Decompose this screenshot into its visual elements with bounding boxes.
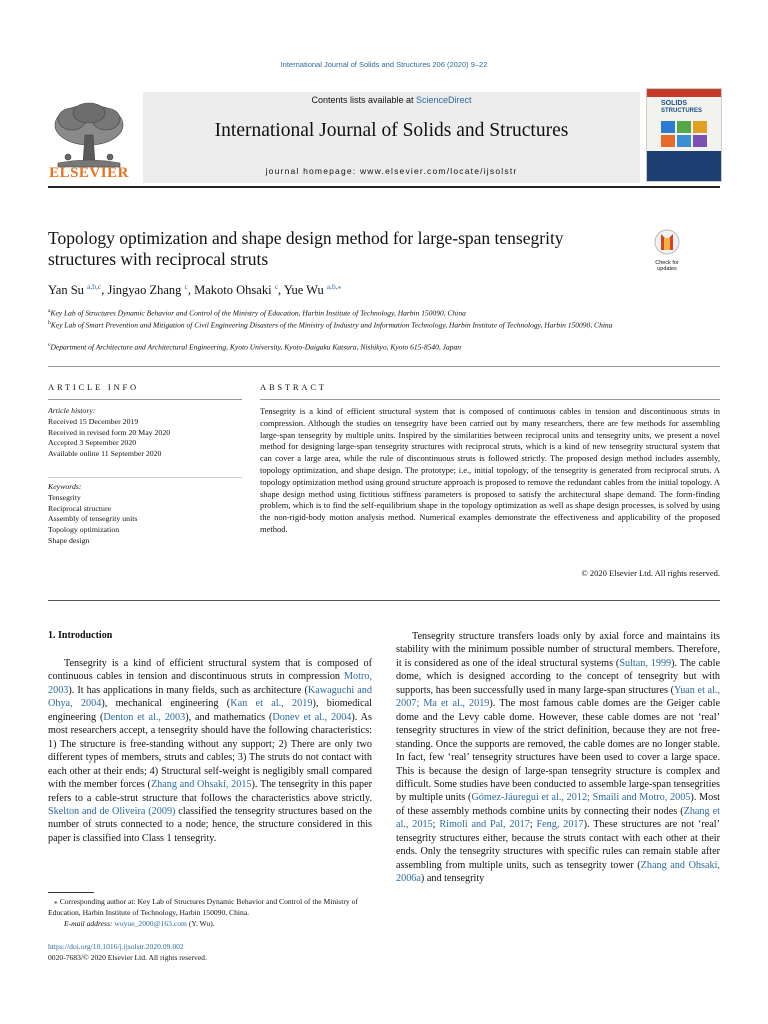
citation-link[interactable]: Zhang et al., 2015 [396, 805, 720, 831]
journal-homepage [143, 166, 640, 176]
citation-link[interactable]: Gómez-Jáuregui et al., 2012; Smaili and Motro, 2005 [471, 792, 691, 804]
email-line [64, 919, 394, 930]
affiliation-a [48, 306, 720, 319]
keyword: Assembly of tensegrity units [48, 514, 138, 524]
citation-link[interactable]: Skelton and de Oliveira (2009) [48, 805, 176, 817]
cover-title-structures: STRUCTURES [661, 108, 703, 114]
affiliation-text: Department of Architecture and Architectural Engineering, Kyoto University, Kyoto-Daigaku Katsura, Nishikyo, Kyoto 615-8540, Japan [50, 342, 461, 352]
corresponding-author-note: ⁎ Corresponding author at: Key Lab of Structures Dynamic Behavior and Control of the Ministry of Education, Harbin Institute of Technology, Harbin 150090, China. [48, 897, 358, 917]
author-affiliation-mark[interactable]: a,b,⁎ [326, 282, 342, 291]
email-suffix: (Y. Wu). [186, 919, 215, 928]
affiliation-mark: c [48, 342, 51, 348]
author-affiliation-mark[interactable]: c [184, 282, 188, 291]
section-divider [48, 600, 720, 601]
history-item: Accepted 3 September 2020 [48, 438, 137, 448]
publisher-name: ELSEVIER [49, 165, 129, 181]
citation-link[interactable]: Rimoli and Pal, 2017 [439, 819, 530, 831]
author-name[interactable]: Yue Wu [283, 283, 324, 298]
article-history [48, 406, 248, 460]
author-name[interactable]: Makoto Ohsaki [194, 283, 272, 298]
contents-prefix: Contents lists available at [311, 95, 417, 105]
affiliation-c [48, 340, 720, 353]
homepage-link[interactable]: www.elsevier.com/locate/ijsolstr [359, 166, 518, 176]
crossmark-label: Check for updates [655, 260, 679, 272]
doi-link[interactable] [48, 942, 378, 953]
homepage-prefix: journal homepage: [265, 166, 360, 176]
footnote-rule [48, 892, 94, 893]
citation-link[interactable]: Donev et al., 2004 [272, 711, 352, 723]
journal-title: International Journal of Solids and Structures [214, 120, 569, 141]
abstract-rule [260, 399, 720, 400]
citation-link[interactable]: Sultan, 1999 [619, 657, 672, 669]
history-item: Received 15 December 2019 [48, 416, 139, 426]
affiliation-mark: a [48, 308, 51, 314]
cover-title-solids: SOLIDS [661, 100, 688, 107]
author-affiliation-mark[interactable]: a,b,c [87, 282, 102, 291]
journal-citation-link[interactable]: International Journal of Solids and Structures 206 (2020) 9–22 [280, 60, 488, 69]
section-heading: 1. Introduction [48, 630, 113, 641]
citation-link[interactable]: Yuan et al., 2007; Ma et al., 2019 [396, 684, 720, 710]
article-info-heading: ARTICLE INFO [48, 382, 139, 392]
journal-cover-image[interactable] [646, 88, 722, 182]
crossmark-badge[interactable] [650, 229, 684, 272]
affiliation-mark: b [48, 320, 51, 326]
masthead-rule [48, 186, 720, 188]
keyword: Tensegrity [48, 492, 81, 502]
affiliation-text: Key Lab of Smart Prevention and Mitigation of Civil Engineering Disasters of the Ministry of Industry and Information Technology, Harbin Institute of Technology, Harbin 150090, China [50, 320, 613, 330]
keyword: Topology optimization [48, 525, 120, 535]
doi-text[interactable]: https://doi.org/10.1016/j.ijsolstr.2020.09.002 [48, 942, 184, 951]
keyword: Reciprocal structure [48, 503, 111, 513]
author-affiliation-mark[interactable]: c [274, 282, 279, 291]
history-item: Received in revised form 20 May 2020 [48, 427, 171, 437]
contents-availability [143, 95, 640, 105]
abstract-copyright: © 2020 Elsevier Ltd. All rights reserved. [581, 568, 720, 578]
article-info-rule [48, 399, 242, 400]
history-label: Article history: [48, 406, 96, 415]
section-divider [48, 366, 720, 367]
affiliation-b [48, 318, 720, 331]
citation-link[interactable]: Zhang and Ohsaki, 2015 [150, 779, 252, 791]
keywords [48, 482, 248, 547]
crossmark-icon [650, 229, 684, 255]
email-label: E-mail address: [64, 919, 113, 928]
author-name[interactable]: Jingyao Zhang [107, 283, 182, 298]
intro-right-column: Tensegrity structure transfers loads only by axial force and maintains its stability with the minimum possible number of structural members. Therefore, it is considered as one of the ideal structural systems (Sultan, 1999). The cable dome, which is designed according to the concept of tensegrity but with supports, has been successfully used in many large-span structures (Yuan et al., 2007; Ma et al., 2019). The most famous cable domes are the Geiger cable dome and the Levy cable dome. However, these cable domes are not ‘real’ tensegrity structures in view of the strict definition, because they are not free-standing. Once the supports are removed, the cable domes are no longer stable. In fact, few ‘real’ tensegrity structures have been used to cover a large space. This is because the design of large-span tensegrity structure is complex and difficult. Some studies have been conducted to assemble large-span tensegrities by multiple units (Gómez-Jáuregui et al., 2012; Smaili and Motro, 2005). Most of these assembly methods combine units by connecting their nodes (Zhang et al., 2015; Rimoli and Pal, 2017; Feng, 2017). These structures are not ‘real’ tensegrity structures either, because the struts contact with each other at their ends. Only the tensegrity structures with specific rules can remain stable after assembling from multiple units, such as tensegrity tower (Zhang and Ohsaki, 2006a) and tensegrity [396, 631, 720, 885]
affiliation-text: Key Lab of Structures Dynamic Behavior and Control of the Ministry of Education, Harbin Institute of Technology, Harbin 150090, China [50, 308, 466, 318]
intro-left-column: Tensegrity is a kind of efficient structural system that is composed of continuous cables in tension and discontinuous struts in compression Motro, 2003). It has applications in many fields, such as architecture (Kawaguchi and Ohya, 2004), mechanical engineering (Kan et al., 2019), biomedical engineering (Denton et al., 2003), and mathematics (Donev et al., 2004). As most researchers accept, a tensegrity should have the following characteristics: 1) The structure is free-standing without any support; 2) There are only two different types of members, struts and cables; 3) The struts do not contact with each other at their ends; 4) Structural self-weight is negligibly small compared with the member forces (Zhang and Ohsaki, 2015). The tensegrity in this paper refers to a cable-strut structure that follows the characteristics above strictly. Skelton and de Oliveira (2009) classified the tensegrity structures based on the number of struts connected to a node; hence, the structure considered in this paper is classified into Class 1 tensegrity. [48, 658, 372, 844]
author-name[interactable]: Yan Su [48, 283, 84, 298]
citation-link[interactable]: Feng, 2017 [536, 819, 584, 831]
article-title: Topology optimization and shape design method for large-span tensegrity structures with reciprocal struts [48, 228, 564, 269]
issn-line: 0020-7683/© 2020 Elsevier Ltd. All rights reserved. [48, 953, 207, 962]
citation-link[interactable]: Motro, 2003 [48, 671, 372, 696]
citation-link[interactable]: Kan et al., 2019 [230, 698, 313, 710]
citation-link[interactable]: Zhang and Ohsaki, 2006a [396, 859, 720, 885]
history-item: Available online 11 September 2020 [48, 449, 162, 459]
sciencedirect-link[interactable]: ScienceDirect [416, 95, 472, 105]
abstract-text: Tensegrity is a kind of efficient structural system that is composed of continuous cables in tension and discontinuous struts in compression. Although the studies on tensegrity have been carried out by many researchers, there are few methods for assembling large-span tensegrity by multiple units. Inspired by the similarities between reciprocal units and tensegrity units, we present a novel method for designing large-span tensegrity structures with reciprocal struts, which is a kind of new tensegrity structural system that can cover a large area, while the rule of discontinuous struts is followed strictly. The proposed design method includes assembly, topology optimization, and shape design. The prototype; i.e., initial topology, of the tensegrity is generated from reciprocal struts. A topology optimization method using ground structure approach is proposed to remove the redundant cables from the initial topology. A shape design method using fictitious stiffness parameters is proposed to satisfy the architectural shape demand. The form-finding problem, which is to find the self-equilibrium shape in the topology optimization as well as shape design processes, is solved by using the non-rigid-body motion analysis method. Numerical examples demonstrate the effectiveness and applicability of the proposed method. [260, 406, 720, 534]
keywords-rule [48, 477, 242, 478]
author-list: Yan Su $^{a,b,c}$, Jingyao Zhang $^c$, Makoto Ohsaki $^c$, Yue Wu $^{a,b,⁎}$ [48, 282, 342, 298]
keyword: Shape design [48, 535, 90, 545]
abstract-heading: ABSTRACT [260, 382, 327, 392]
citation-link[interactable]: Kawaguchi and Ohya, 2004 [48, 684, 372, 710]
citation-link[interactable]: Denton et al., 2003 [103, 711, 186, 723]
email-link[interactable]: wuyue_2000@163.com [114, 919, 187, 928]
keywords-label: Keywords: [48, 482, 82, 491]
